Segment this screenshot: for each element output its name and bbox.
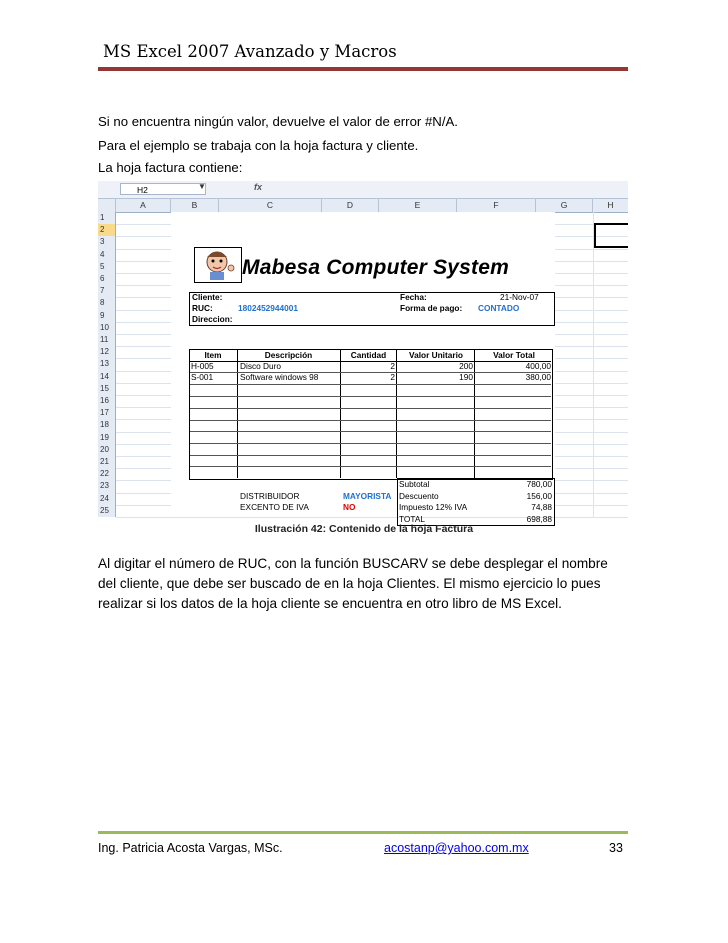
row-header[interactable]: 8 xyxy=(100,298,105,308)
sheet-grid[interactable] xyxy=(116,212,628,524)
column-headers xyxy=(98,199,628,213)
select-all-corner[interactable] xyxy=(98,199,116,212)
row-header[interactable]: 7 xyxy=(100,286,105,296)
figure-caption: Ilustración 42: Contenido de la hoja Factura xyxy=(254,523,474,535)
row-header[interactable]: 20 xyxy=(100,444,109,454)
distribuidor-value: MAYORISTA xyxy=(343,491,392,501)
cartoon-logo-icon xyxy=(194,247,242,283)
row-header[interactable]: 10 xyxy=(100,322,109,332)
header-cantidad: Cantidad xyxy=(350,350,387,360)
forma-pago-label: Forma de pago: xyxy=(400,303,463,313)
row-header[interactable]: 1 xyxy=(100,213,105,222)
fecha-label: Fecha: xyxy=(400,292,427,302)
distribuidor-label: DISTRIBUIDOR xyxy=(240,491,300,501)
row-header[interactable]: 22 xyxy=(100,469,109,479)
row-header[interactable]: 25 xyxy=(100,505,109,515)
name-box-dropdown-icon[interactable]: ▼ xyxy=(198,182,206,191)
row-header[interactable]: 17 xyxy=(100,408,109,418)
row-headers xyxy=(98,212,116,517)
row-header[interactable]: 4 xyxy=(100,249,105,259)
row-header[interactable]: 5 xyxy=(100,261,105,271)
item-row-1-total: 400,00 xyxy=(525,361,551,371)
item-row-2-unit: 190 xyxy=(459,372,473,382)
intro-line-2: Para el ejemplo se trabaja con la hoja factura y cliente. xyxy=(98,138,419,153)
column-header-g[interactable]: G xyxy=(536,199,593,212)
row-header[interactable]: 21 xyxy=(100,457,109,466)
item-row-1-unit: 200 xyxy=(459,361,473,371)
header-descripcion: Descripción xyxy=(264,350,313,360)
item-row-1-cant: 2 xyxy=(390,361,395,371)
header-item: Item xyxy=(204,350,222,360)
footer-author: Ing. Patricia Acosta Vargas, MSc. xyxy=(98,841,283,855)
company-title: Mabesa Computer System xyxy=(242,256,509,279)
column-header-d[interactable]: D xyxy=(322,199,379,212)
row-header[interactable]: 23 xyxy=(100,481,109,491)
name-box[interactable]: H2 xyxy=(120,183,206,195)
page-number: 33 xyxy=(609,841,623,855)
row-header[interactable]: 13 xyxy=(100,359,109,369)
ruc-value[interactable]: 1802452944001 xyxy=(238,303,298,313)
footer-email-link[interactable]: acostanp@yahoo.com.mx xyxy=(384,841,529,855)
total-label: TOTAL xyxy=(399,514,425,524)
header-valor-total: Valor Total xyxy=(493,350,535,360)
excel-screenshot xyxy=(98,181,628,524)
fx-icon[interactable]: fx xyxy=(254,182,263,192)
intro-line-1: Si no encuentra ningún valor, devuelve el valor de error #N/A. xyxy=(98,114,458,129)
item-row-1-desc: Disco Duro xyxy=(240,361,282,371)
intro-line-3: La hoja factura contiene: xyxy=(98,160,243,175)
header-valor-unitario: Valor Unitario xyxy=(409,350,463,360)
formula-bar xyxy=(98,181,628,199)
descuento-label: Descuento xyxy=(399,491,439,501)
row-header[interactable]: 3 xyxy=(100,237,105,247)
row-header[interactable]: 9 xyxy=(100,310,105,320)
row-header[interactable]: 18 xyxy=(100,420,109,430)
item-row-2-desc: Software windows 98 xyxy=(240,372,319,382)
row-header[interactable]: 2 xyxy=(98,224,115,236)
gridline xyxy=(593,212,594,517)
excento-value: NO xyxy=(343,502,356,512)
impuesto-label: Impuesto 12% IVA xyxy=(399,502,468,512)
body-paragraph: Al digitar el número de RUC, con la función BUSCARV se debe desplegar el nombre del cliente, que debe ser buscado de en la hoja Clientes. El mismo ejercicio lo pues realizar si los datos de la hoja cliente se encuentra en otro libro de MS Excel. xyxy=(98,556,608,611)
total-value: 698,88 xyxy=(526,514,552,524)
column-header-b[interactable]: B xyxy=(171,199,219,212)
descuento-value: 156,00 xyxy=(526,491,552,501)
column-header-c[interactable]: C xyxy=(219,199,322,212)
subtotal-label: Subtotal xyxy=(399,479,430,489)
footer-divider xyxy=(98,831,628,834)
column-header-a[interactable]: A xyxy=(116,199,171,212)
impuesto-value: 74,88 xyxy=(531,502,552,512)
item-row-2-total: 380,00 xyxy=(525,372,551,382)
item-row-2-code: S-001 xyxy=(191,372,214,382)
row-header[interactable]: 16 xyxy=(100,396,109,405)
cliente-label: Cliente: xyxy=(192,292,223,302)
page-header-title: MS Excel 2007 Avanzado y Macros xyxy=(103,42,397,61)
column-header-h[interactable]: H xyxy=(607,200,614,210)
header-divider xyxy=(98,67,628,71)
column-header-e[interactable]: E xyxy=(379,199,457,212)
fecha-value: 21-Nov-07 xyxy=(500,292,539,302)
subtotal-value: 780,00 xyxy=(526,479,552,489)
ruc-label: RUC: xyxy=(192,303,213,313)
row-header[interactable]: 12 xyxy=(100,347,109,357)
row-header[interactable]: 11 xyxy=(100,335,109,344)
row-header[interactable]: 14 xyxy=(100,371,109,381)
forma-pago-value: CONTADO xyxy=(478,303,520,313)
row-header[interactable]: 24 xyxy=(100,493,109,503)
direccion-label: Direccion: xyxy=(192,314,233,324)
item-row-1-code: H-005 xyxy=(191,361,214,371)
column-header-f[interactable]: F xyxy=(457,199,536,212)
excento-label: EXCENTO DE IVA xyxy=(240,502,309,512)
row-header[interactable]: 19 xyxy=(100,432,109,442)
row-header[interactable]: 6 xyxy=(100,274,105,283)
item-row-2-cant: 2 xyxy=(390,372,395,382)
row-header[interactable]: 15 xyxy=(100,383,109,393)
